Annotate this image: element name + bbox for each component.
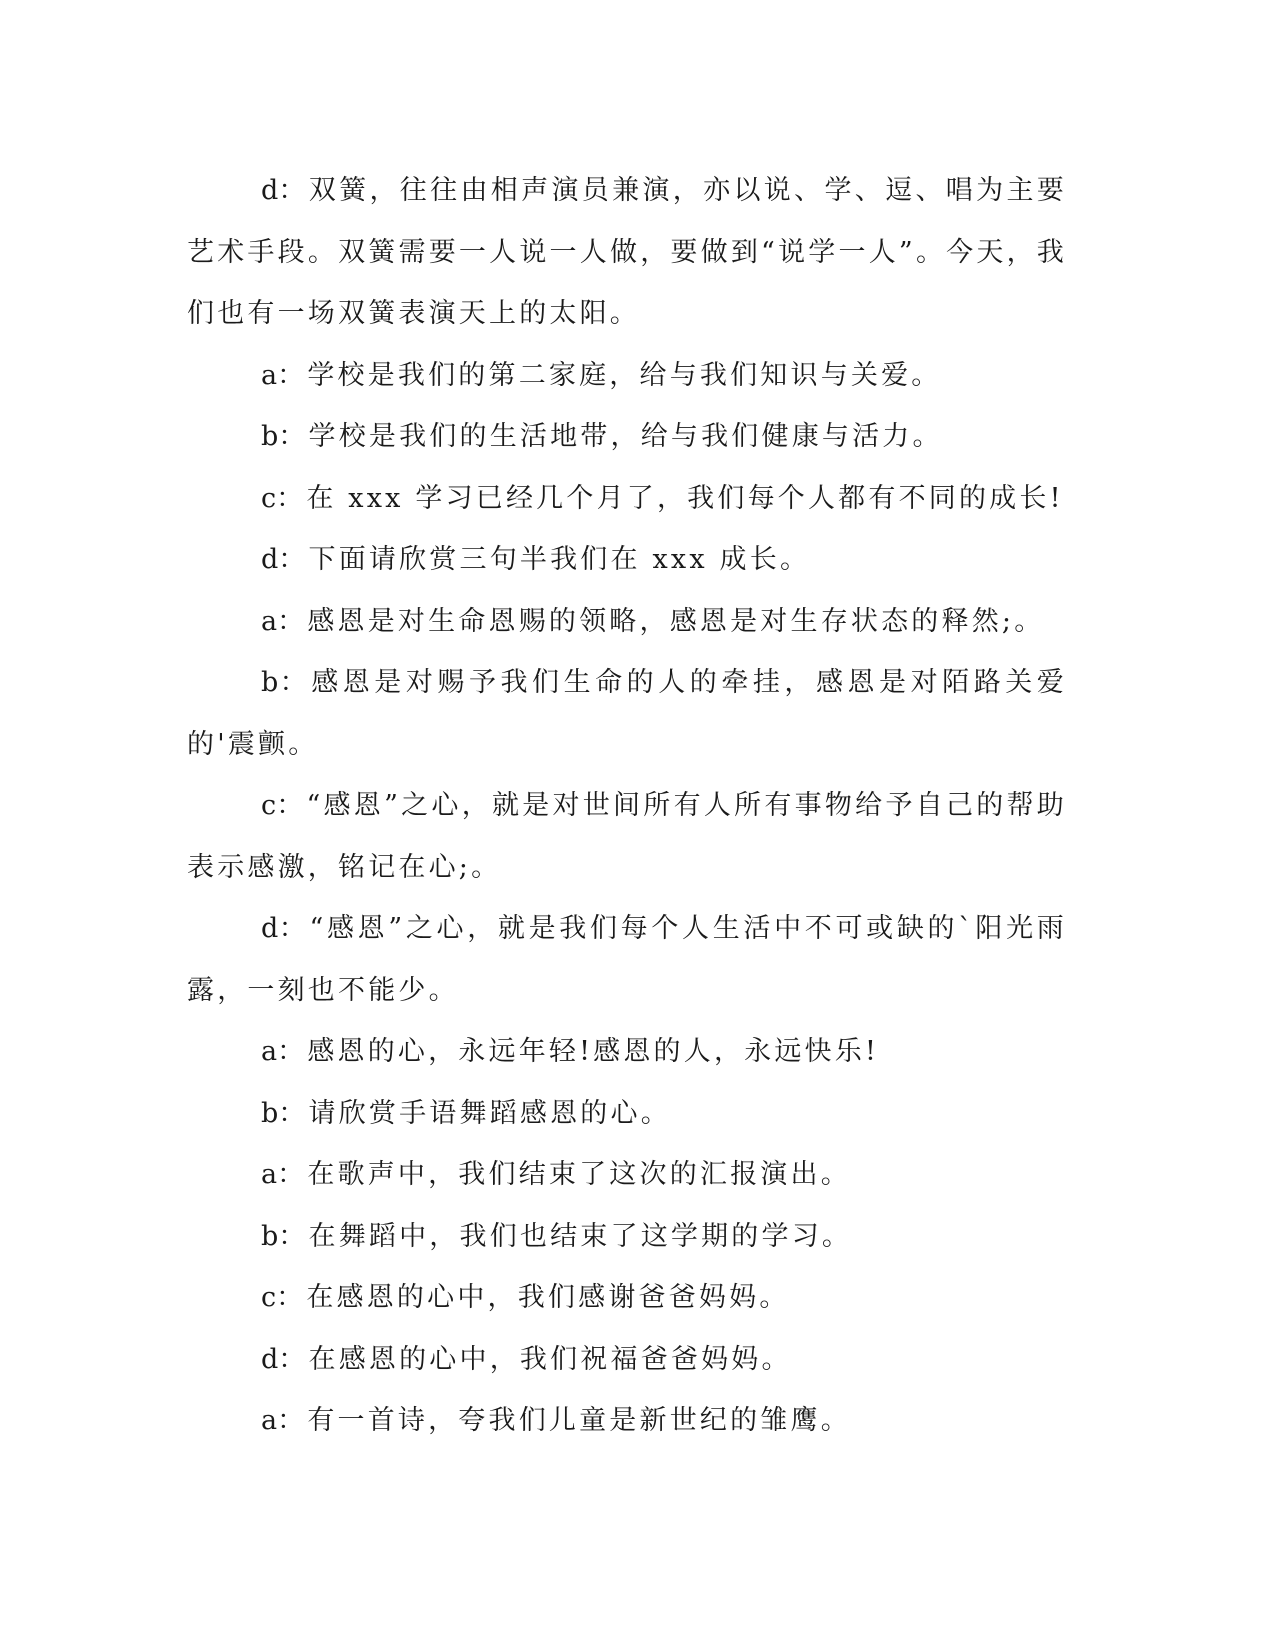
- paragraph-text: 感恩是对赐予我们生命的人的牵挂，感恩是对陌路关爱的'震颤。: [187, 667, 1067, 760]
- speaker-label: d: [261, 913, 279, 944]
- paragraph: a：学校是我们的第二家庭，给与我们知识与关爱。: [261, 359, 942, 391]
- paragraph: a：在歌声中，我们结束了这次的汇报演出。: [261, 1159, 851, 1190]
- paragraph: b：在舞蹈中，我们也结束了这学期的学习。: [261, 1220, 853, 1252]
- paragraph: c：“感恩”之心，就是对世间所有人所有事物给予自己的帮助表示感激，铭记在心;。: [187, 790, 1067, 883]
- paragraph: c：在 xxx 学习已经几个月了，我们每个人都有不同的成长!: [261, 482, 1064, 514]
- speaker-label: d: [261, 175, 279, 206]
- paragraph-text: 在歌声中，我们结束了这次的汇报演出。: [307, 1159, 851, 1190]
- paragraph-text: 有一首诗，夸我们儿童是新世纪的雏鹰。: [307, 1405, 851, 1436]
- speaker-label: a: [261, 605, 278, 637]
- paragraph: d：“感恩”之心，就是我们每个人生活中不可或缺的`阳光雨露，一刻也不能少。: [187, 913, 1068, 1006]
- paragraph: d：下面请欣赏三句半我们在 xxx 成长。: [261, 544, 811, 575]
- paragraph-text: 下面请欣赏三句半我们在 xxx 成长。: [308, 544, 811, 575]
- paragraph-text: 感恩的心，永远年轻!感恩的人，永远快乐!: [307, 1036, 880, 1067]
- speaker-label: b: [261, 421, 279, 452]
- paragraph: b：请欣赏手语舞蹈感恩的心。: [261, 1097, 671, 1129]
- paragraph-text: 学校是我们的第二家庭，给与我们知识与关爱。: [307, 359, 942, 391]
- paragraph-text: 在感恩的心中，我们祝福爸爸妈妈。: [308, 1343, 792, 1375]
- speaker-label: c: [261, 482, 277, 514]
- speaker-label: d: [261, 544, 279, 575]
- paragraph-text: 请欣赏手语舞蹈感恩的心。: [308, 1097, 671, 1129]
- paragraph-text: 在感恩的心中，我们感谢爸爸妈妈。: [306, 1282, 790, 1313]
- speaker-label: a: [261, 359, 278, 391]
- paragraph: b：感恩是对赐予我们生命的人的牵挂，感恩是对陌路关爱的'震颤。: [187, 667, 1067, 760]
- speaker-label: b: [261, 667, 279, 698]
- speaker-label: c: [261, 1282, 277, 1313]
- paragraph-text: 在 xxx 学习已经几个月了，我们每个人都有不同的成长!: [306, 482, 1064, 514]
- speaker-label: a: [261, 1405, 278, 1436]
- paragraph: d：双簧，往往由相声演员兼演，亦以说、学、逗、唱为主要艺术手段。双簧需要一人说一人做，要做到“说学一人”。今天，我们也有一场双簧表演天上的太阳。: [187, 175, 1068, 329]
- paragraph: a：有一首诗，夸我们儿童是新世纪的雏鹰。: [261, 1405, 851, 1436]
- speaker-label: c: [261, 790, 277, 821]
- paragraph-text: 感恩是对生命恩赐的领略，感恩是对生存状态的释然;。: [307, 605, 1045, 637]
- paragraph-text: 在舞蹈中，我们也结束了这学期的学习。: [308, 1220, 853, 1252]
- paragraph: d：在感恩的心中，我们祝福爸爸妈妈。: [261, 1343, 792, 1375]
- speaker-label: d: [261, 1343, 279, 1375]
- paragraph: a：感恩的心，永远年轻!感恩的人，永远快乐!: [261, 1036, 880, 1067]
- paragraph: b：学校是我们的生活地带，给与我们健康与活力。: [261, 421, 943, 452]
- paragraph-text: 双簧，往往由相声演员兼演，亦以说、学、逗、唱为主要艺术手段。双簧需要一人说一人做，要做到“说学一人”。今天，我们也有一场双簧表演天上的太阳。: [187, 175, 1068, 329]
- document-page: [187, 160, 1067, 1452]
- paragraph: c：在感恩的心中，我们感谢爸爸妈妈。: [261, 1282, 790, 1313]
- speaker-label: a: [261, 1159, 278, 1190]
- paragraph-text: 学校是我们的生活地带，给与我们健康与活力。: [308, 421, 943, 452]
- paragraph: a：感恩是对生命恩赐的领略，感恩是对生存状态的释然;。: [261, 605, 1045, 637]
- speaker-label: b: [261, 1097, 279, 1129]
- paragraph-text: “感恩”之心，就是我们每个人生活中不可或缺的`阳光雨露，一刻也不能少。: [187, 913, 1068, 1006]
- speaker-label: b: [261, 1220, 279, 1252]
- speaker-label: a: [261, 1036, 278, 1067]
- paragraph-text: “感恩”之心，就是对世间所有人所有事物给予自己的帮助表示感激，铭记在心;。: [187, 790, 1067, 883]
